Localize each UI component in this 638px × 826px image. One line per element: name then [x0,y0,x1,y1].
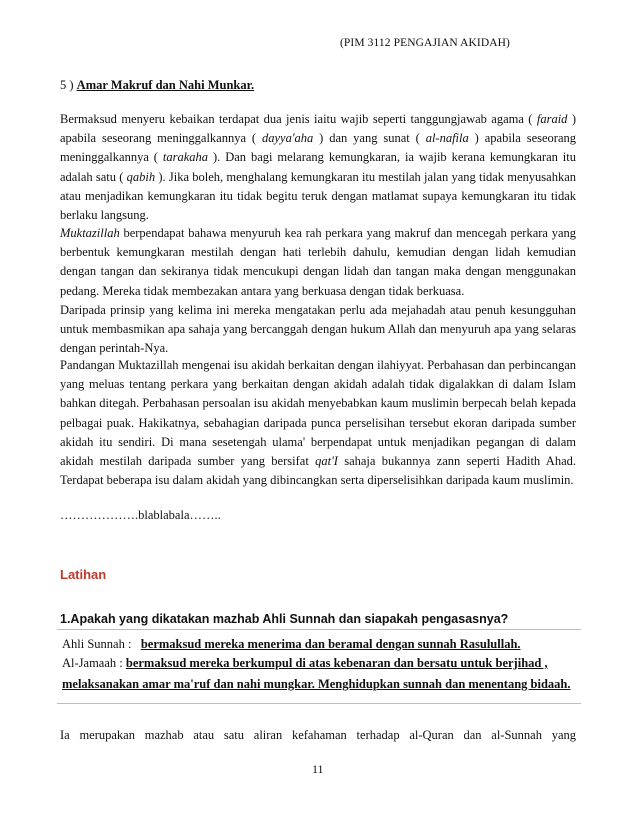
exercise-question: 1.Apakah yang dikatakan mazhab Ahli Sunnah dan siapakah pengasasnya? [60,612,509,626]
text-run: ) dan yang sunat ( [313,131,426,146]
text-run: ) apabila seseorang meninggalkannya ( [60,112,576,146]
italic-term: tarakaha [162,150,209,165]
answer-line-2 [62,654,578,673]
italic-term: al-nafila [425,131,469,146]
text-run: sahaja bukannya zann seperti Hadith Ahad. Terdapat beberapa isu dalam akidah yang dibincangkan serta diperselisihkan daripada kaum muslimin. [60,454,576,488]
answer-definition: bermaksud mereka menerima dan beramal dengan sunnah Rasulullah. [140,637,521,651]
section-heading [60,78,254,93]
text-run: Bermaksud menyeru kebaikan terdapat dua jenis iaitu wajib seperti tanggungjawab agama ( [60,112,537,126]
paragraph-4 [60,356,576,490]
answer-definition: bermaksud mereka berkumpul di atas kebenaran dan bersatu untuk berjihad , [125,656,548,670]
paragraph-2 [60,224,576,301]
answer-line-3 [62,675,578,694]
italic-term: qat'I [315,454,338,469]
ellipsis-line: ……………….blablabala…….. [60,508,221,522]
paragraph-3: Daripada prinsip yang kelima ini mereka mengatakan perlu ada mejahadah atau penuh kesungguhan untuk membasmikan apa sahaja yang bercanggah dengan hukum Allah dan menyuruh apa yang selaras dengan perintah-Nya. [60,303,576,356]
course-header: (PIM 3112 PENGAJIAN AKIDAH) [340,37,510,49]
exercise-heading: Latihan [60,567,107,582]
text-run: ) apabila seseorang meninggalkannya ( [60,131,576,165]
text-run: berpendapat bahawa menyuruh kea rah perkara yang makruf dan mencegah perkara yang berbentuk kemungkaran mestilah dengan hati terlebih dahulu, kemudian dengan lidah kemudian dengan tangan dan sekiranya tidak mencukupi dengan lidah dan tangan maka dengan menggunakan pedang. Mereka tidak membezakan antara yang berkuasa dengan tidak berkuasa. [60,226,576,298]
page-number: 11 [312,762,324,776]
paragraph-1 [60,110,576,225]
answer-label: Al-Jamaah : [62,656,123,670]
section-title: Amar Makruf dan Nahi Munkar. [76,78,255,92]
italic-term: faraid [536,112,568,126]
answer-definition: melaksanakan amar ma'ruf dan nahi mungkar. Menghidupkan sunnah dan menentang bidaah. [62,677,571,691]
text-run: ). Dan bagi melarang kemungkaran, ia wajib kerana kemungkaran itu adalah satu ( [60,150,576,184]
text-run: Pandangan Muktazillah mengenai isu akidah berkaitan dengan ilahiyyat. Perbahasan dan perbincangan yang meluas tentang perkara yang berkaitan dengan akidah adalah tidak digalakkan di dalam Islam bahkan ditegah. Perbahasan persoalan isu akidah menyebabkan kaum muslimin berpecah belah kepada pelbagai puak. Hakikatnya, sebahagian daripada punca perselisihan tersebut ekoran daripada sumber akidah itu sendiri. Di mana sesetengah ulama' berpendapat untuk menjadikan pegangan di dalam akidah mestilah daripada sumber yang bersifat [60,358,576,469]
italic-term: dayya'aha [261,131,314,146]
text-run: ). Jika boleh, menghalang kemungkaran itu mestilah jalan yang tidak menyusahkan atau menjadikan kemungkaran itu tidak begitu teruk dengan matlamat supaya kemungkaran itu tidak berlaku langsung. [60,169,576,223]
answer-line-1 [62,635,578,654]
answer-label: Ahli Sunnah : [62,637,132,651]
italic-term: Muktazillah [60,226,120,240]
section-number: 5 ) [60,78,74,92]
italic-term: qabih [126,169,156,184]
final-paragraph-line: Ia merupakan mazhab atau satu aliran kefahaman terhadap al-Quran dan al-Sunnah yang [60,728,576,742]
